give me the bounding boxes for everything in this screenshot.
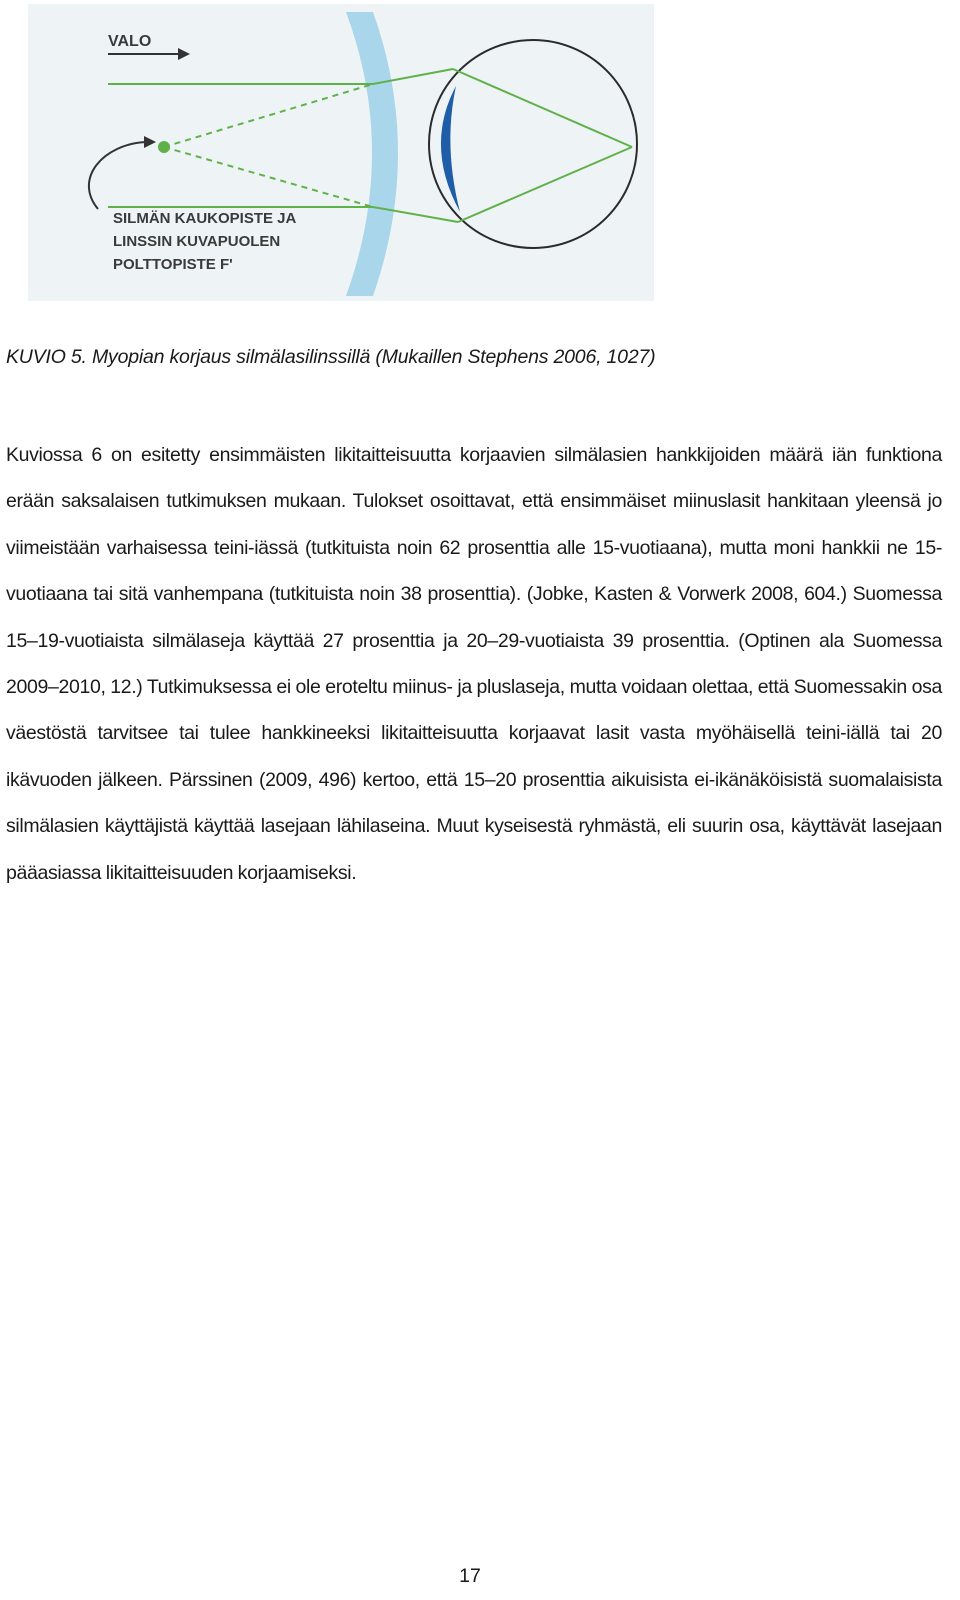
far-point-label-line-3: POLTTOPISTE F' [113, 256, 233, 273]
body-paragraph: Kuviossa 6 on esitetty ensimmäisten likitaitteisuutta korjaavien silmälasien hankkijoiden määrä iän funktiona erään saksalaisen tutkimuksen mukaan. Tulokset osoittavat, että ensimmäiset miinuslasit hankitaan yleensä jo viimeistään varhaisessa teini-iässä (tutkituista noin 62 prosenttia alle 15-vuotiaana), mutta moni hankkii ne 15-vuotiaana tai sitä vanhempana (tutkituista noin 38 prosenttia). (Jobke, Kasten & Vorwerk 2008, 604.) Suomessa 15–19-vuotiaista silmälaseja käyttää 27 prosenttia ja 20–29-vuotiaista 39 prosenttia. (Optinen ala Suomessa 2009–2010, 12.) Tutkimuksessa ei ole eroteltu miinus- ja pluslaseja, mutta voidaan olettaa, että Suomessakin osa väestöstä tarvitsee tai tulee hankkineeksi likitaitteisuutta korjaavat lasit vasta myöhäisellä teini-iällä tai 20 ikävuoden jälkeen. Pärssinen (2009, 496) kertoo, että 15–20 prosenttia aikuisista ei-ikänäköisistä suomalaisista silmälasien käyttäjistä käyttää lasejaan lähilaseina. Muut kyseisestä ryhmästä, eli suurin osa, käyttävät lasejaan pääasiassa likitaitteisuuden korjaamiseksi. [6, 444, 942, 884]
light-label: VALO [108, 33, 152, 50]
far-point [158, 141, 170, 153]
far-point-label-line-1: SILMÄN KAUKOPISTE JA [113, 210, 297, 227]
far-point-label-line-2: LINSSIN KUVAPUOLEN [113, 233, 281, 250]
myopia-correction-figure [28, 4, 654, 301]
page-number: 17 [459, 1565, 481, 1587]
figure-caption: KUVIO 5. Myopian korjaus silmälasilinssillä (Mukaillen Stephens 2006, 1027) [6, 346, 656, 368]
figure-illustration [28, 4, 654, 301]
